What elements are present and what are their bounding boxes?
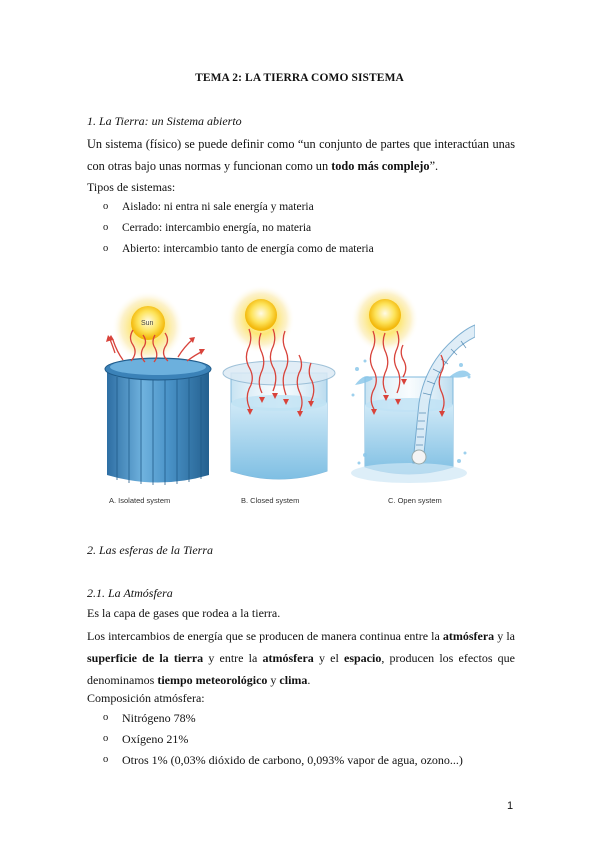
caption-open: C. Open system <box>388 496 442 505</box>
definition-end: ”. <box>429 159 439 173</box>
definition-text: Un sistema (físico) se puede definir como “un conjunto de partes que interactúan unas con otras bajo unas normas y funcionan como un <box>87 137 515 173</box>
text-run: Los intercambios de energía que se producen de manera continua entre la <box>87 629 443 643</box>
bold-term: clima <box>279 673 308 687</box>
lid-top <box>110 359 206 375</box>
bold-term: tiempo meteorológico <box>157 673 268 687</box>
systems-figure <box>103 285 475 510</box>
list-item <box>103 731 463 752</box>
section-2-1-heading: 2.1. La Atmósfera <box>87 586 173 600</box>
list-item-text: Abierto: intercambio tanto de energía como de materia <box>122 243 374 255</box>
text-run: . <box>307 673 311 687</box>
open-system <box>351 285 475 505</box>
text-run: y la <box>494 629 515 643</box>
list-item-text: Nitrógeno 78% <box>122 711 196 725</box>
sun-icon <box>245 299 277 331</box>
isolated-system <box>105 291 211 485</box>
text-run: y el <box>313 651 344 665</box>
bold-term: atmósfera <box>262 651 314 665</box>
isolated-container <box>107 369 209 483</box>
composition-list <box>103 710 463 773</box>
list-item-text: Cerrado: intercambio energía, no materia <box>122 222 312 234</box>
system-types-label: Tipos de sistemas: <box>87 180 176 194</box>
atmosphere-intro: Es la capa de gases que rodea a la tierra. <box>87 606 281 620</box>
page-number: 1 <box>507 800 514 812</box>
system-definition <box>87 133 515 177</box>
definition-bold: todo más complejo <box>331 159 430 173</box>
bullet-marker: o <box>103 201 109 212</box>
list-item-text: Oxígeno 21% <box>122 732 189 746</box>
bullet-marker: o <box>103 243 109 254</box>
bullet-marker: o <box>103 222 109 233</box>
text-run: y entre la <box>203 651 263 665</box>
water-surface <box>365 398 453 412</box>
system-types-list <box>103 199 374 262</box>
bullet-marker: o <box>103 733 109 744</box>
water <box>231 403 327 479</box>
text-run: , producen los efectos que denominamos <box>87 651 515 687</box>
bold-term: superficie de la tierra <box>87 651 204 665</box>
atmosphere-paragraph <box>87 625 515 691</box>
list-item <box>103 199 374 220</box>
closed-system <box>223 285 335 505</box>
list-item <box>103 220 374 241</box>
sun-label: Sun <box>141 320 154 327</box>
closed-lid <box>223 361 335 385</box>
document-title: TEMA 2: LA TIERRA COMO SISTEMA <box>195 72 404 84</box>
bold-term: espacio <box>344 651 382 665</box>
caption-closed: B. Closed system <box>241 496 300 505</box>
section-1-heading: 1. La Tierra: un Sistema abierto <box>87 114 242 128</box>
list-item-text: Aislado: ni entra ni sale energía y materia <box>122 201 314 213</box>
list-item <box>103 241 374 262</box>
sun-icon <box>369 299 401 331</box>
section-2-heading: 2. Las esferas de la Tierra <box>87 543 214 557</box>
list-item <box>103 752 463 773</box>
composition-label: Composición atmósfera: <box>87 691 205 705</box>
hose-nozzle <box>412 450 426 464</box>
text-run: y <box>267 673 280 687</box>
caption-isolated: A. Isolated system <box>109 496 171 505</box>
bullet-marker: o <box>103 754 109 765</box>
bold-term: atmósfera <box>442 629 495 643</box>
list-item-text: Otros 1% (0,03% dióxido de carbono, 0,093% vapor de agua, ozono...) <box>122 753 463 767</box>
list-item <box>103 710 463 731</box>
spilled-water <box>351 463 467 483</box>
bullet-marker: o <box>103 712 109 723</box>
